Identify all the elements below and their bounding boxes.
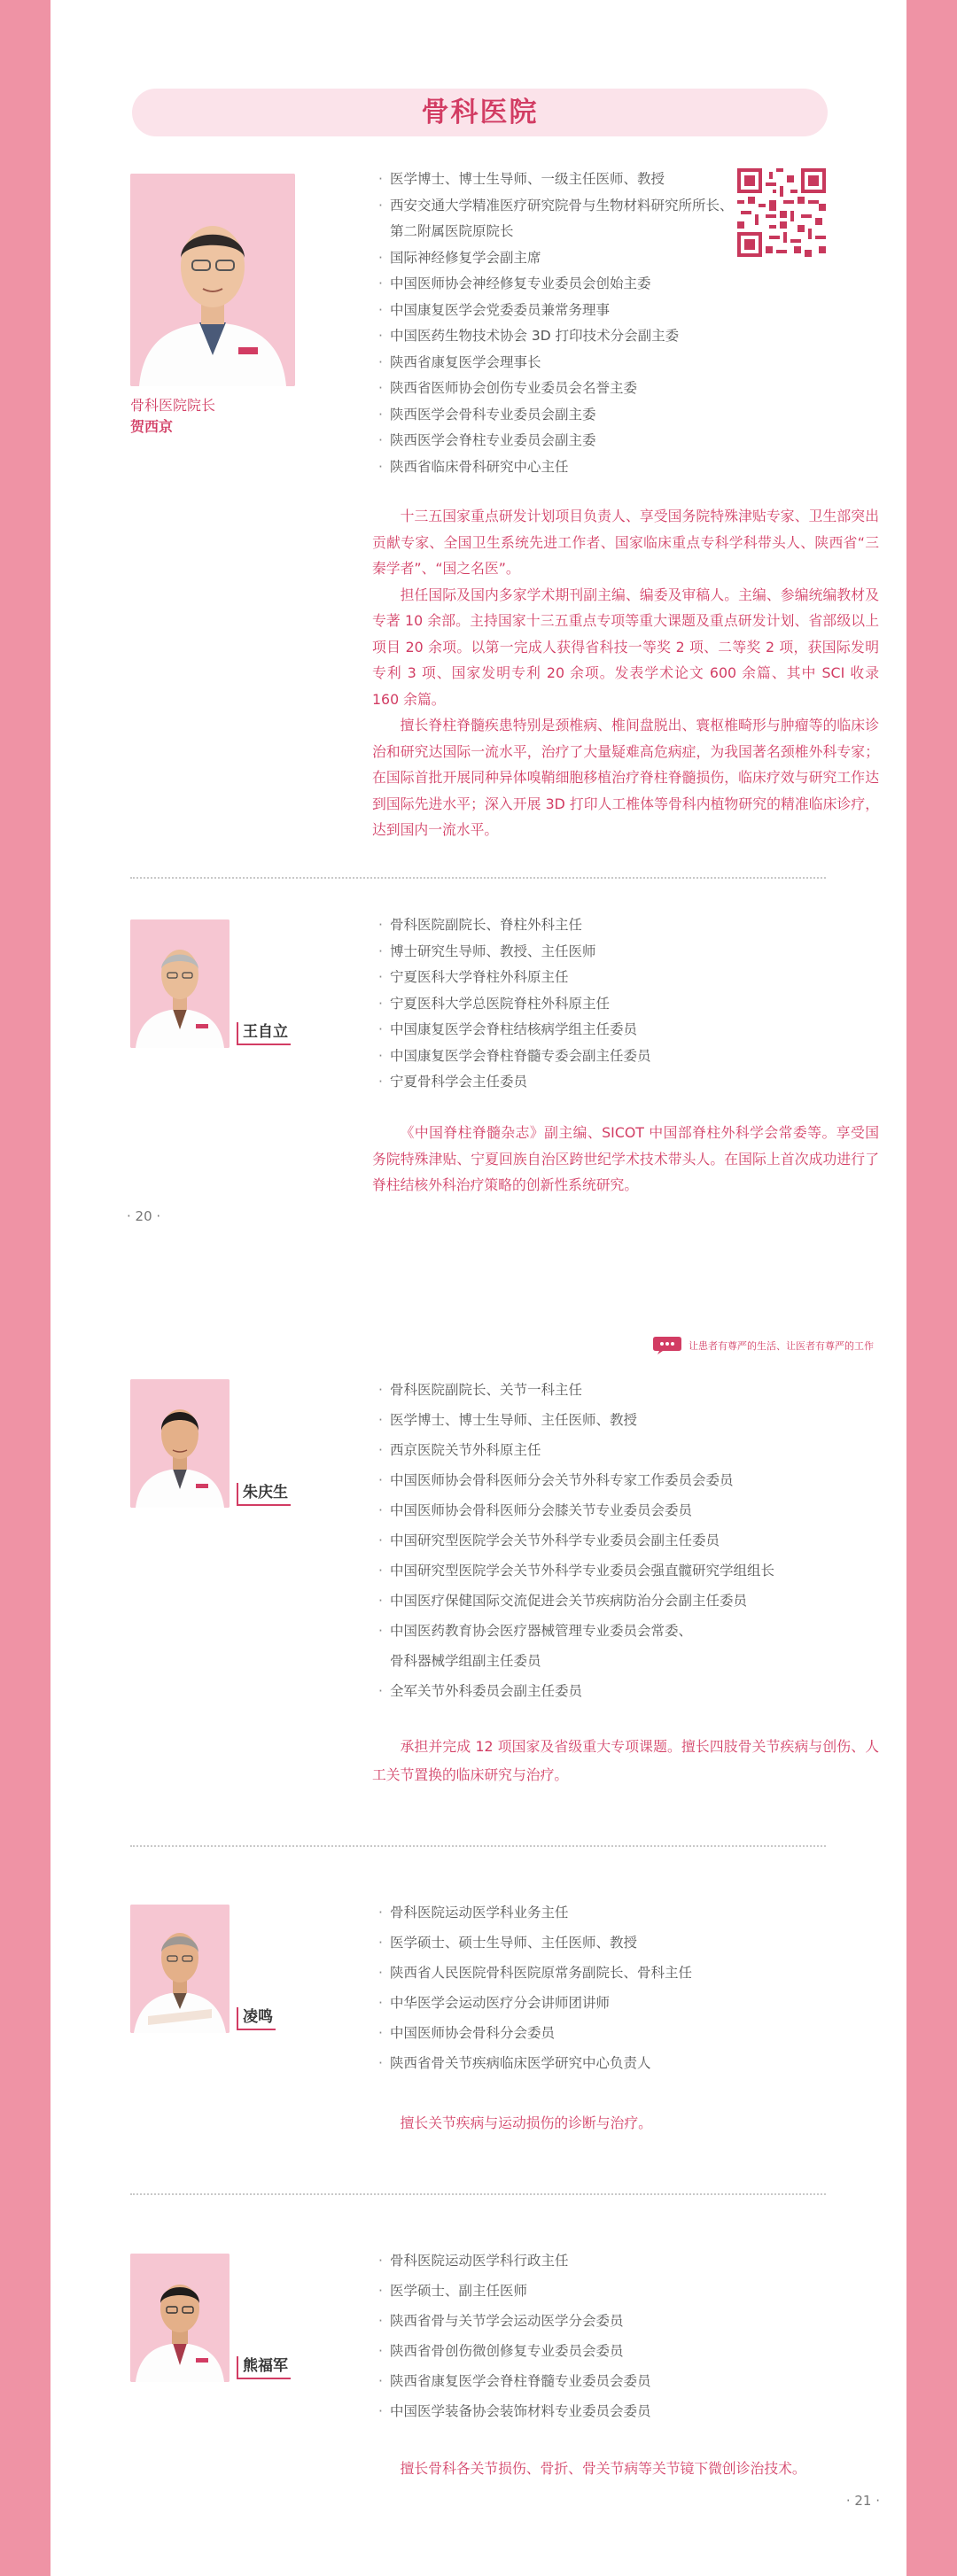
credential-item: · 陕西省康复医学会脊柱脊髓专业委员会委员: [378, 2366, 651, 2396]
doctor1-credentials: [378, 167, 734, 480]
doctor2-name-tag: 王自立: [237, 1022, 291, 1045]
slogan: [652, 1334, 874, 1357]
portrait-illustration: [130, 2254, 230, 2382]
doctor1-bio: [372, 503, 879, 843]
credential-item: 第二附属医院原院长: [390, 223, 514, 239]
doctor-photo-zhu-qingsheng: [130, 1379, 230, 1508]
section-title: 骨科医院: [132, 89, 828, 136]
credential-item: · 陕西省康复医学会理事长: [378, 350, 734, 376]
doctor3-name-tag: 朱庆生: [237, 1483, 291, 1506]
credential-item: · 中国康复医学会脊柱结核病学组主任委员: [378, 1017, 651, 1044]
credential-item: · 陕西医学会脊柱专业委员会副主委: [378, 428, 734, 454]
doctor4-credentials: [378, 1897, 692, 2078]
credential-item: · 陕西医学会骨科专业委员会副主委: [378, 402, 734, 429]
credential-item: · 西京医院关节外科原主任: [378, 1435, 774, 1465]
credential-item: · 医学博士、博士生导师、一级主任医师、教授: [378, 167, 734, 193]
credential-item: · 骨科医院副院长、关节一科主任: [378, 1375, 774, 1405]
credential-item: · 中国医师协会骨科分会委员: [378, 2018, 692, 2048]
section-divider: [130, 2193, 826, 2195]
doctor-photo-ling-ming: [130, 1905, 230, 2033]
credential-item: · 中国医师协会神经修复专业委员会创始主委: [378, 271, 734, 298]
doctor1-caption-title: 骨科医院院长: [130, 397, 216, 414]
credential-item: · 中国研究型医院学会关节外科学专业委员会强直髋研究学组组长: [378, 1556, 774, 1586]
page-left: [51, 0, 906, 1286]
section-divider: [130, 877, 826, 879]
credential-item: · 中国医学装备协会装饰材料专业委员会委员: [378, 2396, 651, 2426]
credential-item: · 中国医师协会骨科医师分会关节外科专家工作委员会委员: [378, 1465, 774, 1495]
portrait-illustration: [130, 174, 295, 386]
doctor-photo-xiong-fujun: [130, 2254, 230, 2382]
credential-item: · 骨科医院运动医学科行政主任: [378, 2246, 651, 2276]
bio-paragraph: 擅长脊柱脊髓疾患特别是颈椎病、椎间盘脱出、寰枢椎畸形与肿瘤等的临床诊治和研究达国际一流水平，治疗了大量疑难高危病症，为我国著名颈椎外科专家；在国际首批开展同种异体嗅鞘细胞移植治疗脊柱脊髓损伤，临床疗效与研究工作达到国际先进水平；深入开展 3D 打印人工椎体等骨科内植物研究的精准临床诊疗，达到国内一流水平。: [372, 717, 879, 838]
credential-item: · 中国医师协会骨科医师分会膝关节专业委员会委员: [378, 1495, 774, 1525]
credential-item: · 陕西省骨创伤微创修复专业委员会委员: [378, 2336, 651, 2366]
page-number-left: · 20 ·: [127, 1208, 161, 1224]
credential-item: · 中国医疗保健国际交流促进会关节疾病防治分会副主任委员: [378, 1586, 774, 1616]
doctor5-credentials: [378, 2246, 651, 2426]
bio-paragraph: 承担并完成 12 项国家及省级重大专项课题。擅长四肢骨关节疾病与创伤、人工关节置换的临床研究与治疗。: [372, 1738, 879, 1783]
credential-item: · 医学博士、博士生导师、主任医师、教授: [378, 1405, 774, 1435]
doctor4-name-tag: 凌鸣: [237, 2007, 276, 2030]
page-number-right: · 21 ·: [845, 2493, 880, 2509]
credential-item: · 陕西省临床骨科研究中心主任: [378, 454, 734, 481]
credential-item: · 宁夏医科大学脊柱外科原主任: [378, 965, 651, 991]
credential-item: · 中国研究型医院学会关节外科学专业委员会副主任委员: [378, 1525, 774, 1556]
doctor-photo-he-xijing: [130, 174, 295, 386]
bio-paragraph: 擅长骨科各关节损伤、骨折、骨关节病等关节镜下微创诊治技术。: [400, 2460, 806, 2477]
portrait-illustration: [130, 1379, 230, 1508]
credential-item: · 全军关节外科委员会副主任委员: [378, 1676, 774, 1706]
credential-item: · 中国康复医学会党委委员兼常务理事: [378, 298, 734, 324]
credential-item: · 陕西省人民医院骨科医院原常务副院长、骨科主任: [378, 1958, 692, 1988]
credential-item: · 中国医药生物技术协会 3D 打印技术分会副主委: [378, 323, 734, 350]
speech-bubble-icon: [652, 1336, 682, 1355]
credential-item: · 中华医学会运动医疗分会讲师团讲师: [378, 1988, 692, 2018]
credential-item: · 宁夏医科大学总医院脊柱外科原主任: [378, 991, 651, 1018]
credential-item: · 医学硕士、副主任医师: [378, 2276, 651, 2306]
credential-item: · 国际神经修复学会副主席: [378, 245, 734, 272]
credential-item: · 中国医药教育协会医疗器械管理专业委员会常委、: [378, 1616, 774, 1646]
doctor-photo-wang-zili: [130, 919, 230, 1048]
doctor3-bio: [372, 1733, 879, 1789]
credential-item: · 博士研究生导师、教授、主任医师: [378, 939, 651, 966]
qr-code: [737, 168, 826, 257]
bio-paragraph: 担任国际及国内多家学术期刊副主编、编委及审稿人。主编、参编统编教材及专著 10 余部。主持国家十三五重点专项等重大课题及重点研发计划、省部级以上项目 20 余项。以第一完成人获得省科技一等奖 2 项、二等奖 2 项，获国际发明专利 3 项、国家发明专利 20 余项。发表学术论文 600 余篇、其中 SCI 收录 160 余篇。: [372, 586, 879, 708]
credential-item: 骨科器械学组副主任委员: [390, 1653, 541, 1669]
bio-paragraph: 《中国脊柱脊髓杂志》副主编、SICOT 中国部脊柱外科学会常委等。享受国务院特殊津贴、宁夏回族自治区跨世纪学术技术带头人。在国际上首次成功进行了脊柱结核外科治疗策略的创新性系统研究。: [372, 1124, 879, 1193]
doctor2-credentials: [378, 912, 651, 1096]
doctor3-credentials: [378, 1375, 774, 1706]
credential-item: · 骨科医院副院长、脊柱外科主任: [378, 912, 651, 939]
bio-paragraph: 擅长关节疾病与运动损伤的诊断与治疗。: [400, 2114, 652, 2131]
slogan-text: 让患者有尊严的生活、让医者有尊严的工作: [689, 1340, 874, 1352]
credential-item: · 中国康复医学会脊柱脊髓专委会副主任委员: [378, 1044, 651, 1070]
credential-item: · 宁夏骨科学会主任委员: [378, 1069, 651, 1096]
credential-item: · 陕西省骨关节疾病临床医学研究中心负责人: [378, 2048, 692, 2078]
portrait-illustration: [130, 1905, 230, 2033]
doctor5-name-tag: 熊福军: [237, 2356, 291, 2379]
page-right: [51, 1286, 906, 2576]
credential-item: · 陕西省骨与关节学会运动医学分会委员: [378, 2306, 651, 2336]
credential-item: · 骨科医院运动医学科业务主任: [378, 1897, 692, 1928]
credential-item: · 西安交通大学精准医疗研究院骨与生物材料研究所所长、: [378, 193, 734, 220]
section-divider: [130, 1845, 826, 1847]
doctor5-bio: [372, 2456, 879, 2482]
credential-item: · 医学硕士、硕士生导师、主任医师、教授: [378, 1928, 692, 1958]
bio-paragraph: 十三五国家重点研发计划项目负责人、享受国务院特殊津贴专家、卫生部突出贡献专家、全国卫生系统先进工作者、国家临床重点专科学科带头人、陕西省“三秦学者”、“国之名医”。: [372, 508, 879, 577]
portrait-illustration: [130, 919, 230, 1048]
doctor2-bio: [372, 1120, 879, 1199]
doctor4-bio: [372, 2110, 879, 2137]
credential-item: · 陕西省医师协会创伤专业委员会名誉主委: [378, 376, 734, 402]
doctor1-caption-name: 贺西京: [130, 418, 174, 435]
